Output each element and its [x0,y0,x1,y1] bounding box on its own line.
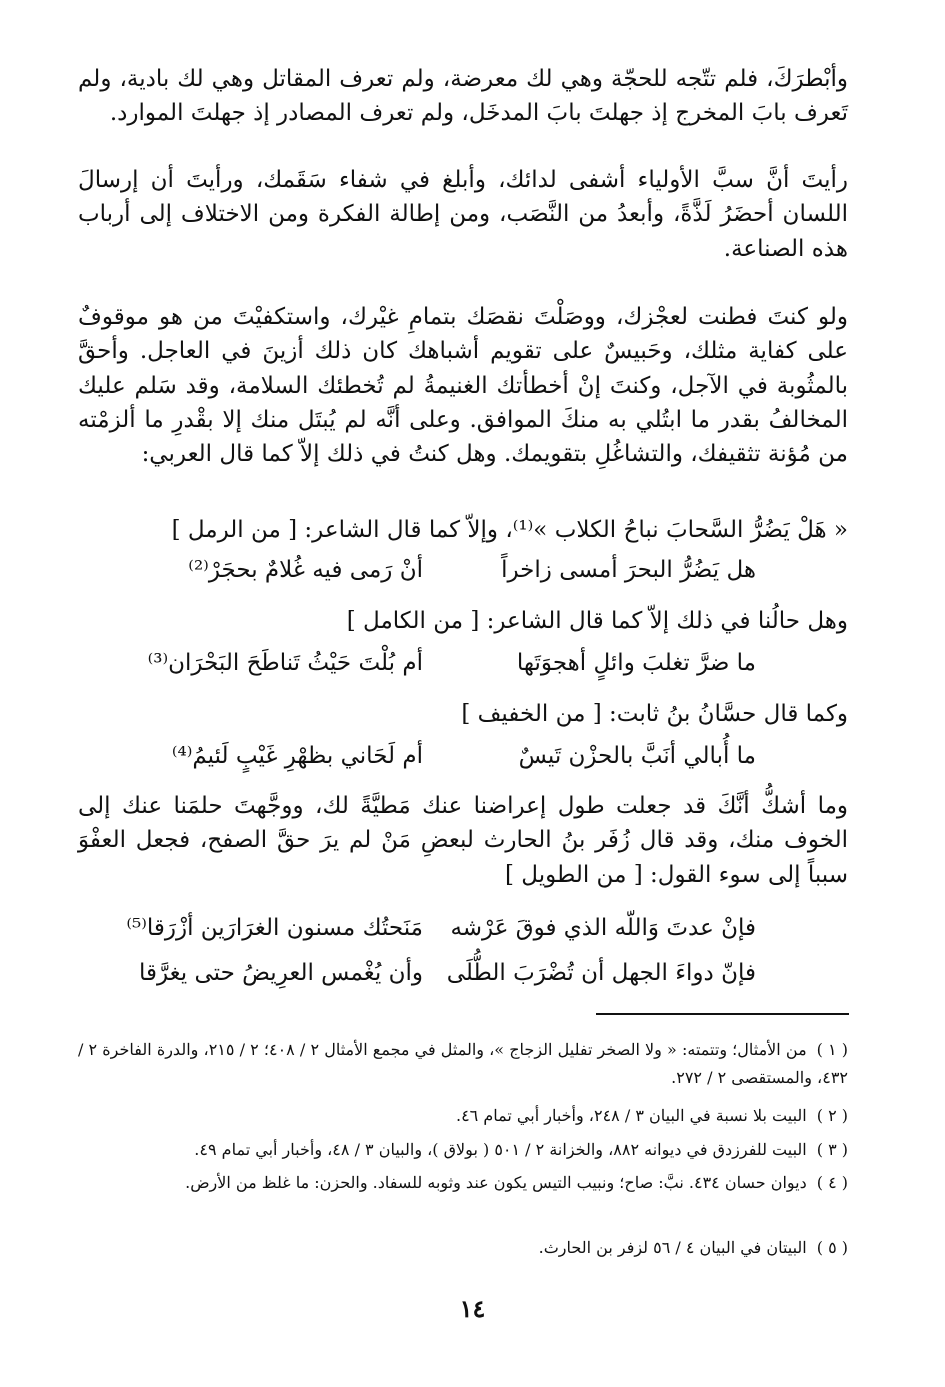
page-number: ١٤ [459,1294,486,1323]
footnote-2 [78,1102,848,1130]
verse-3-intro: وكما قال حسَّانُ بنُ ثابت: [ من الخفيف ] [461,701,848,727]
footnote-3-text: البيت للفرزدق في ديوانه ٨٨٢، والخزانة ٢ / ٥٠١ ( بولاق )، والبيان ٣ / ٤٨، وأخبار أبي تمام ٤٩. [194,1140,807,1159]
verse-2-first-hemistich: ما ضرَّ تغلبَ وائلٍ أهجوَتَها [516,650,756,676]
footnote-3 [78,1136,848,1164]
verse-2-intro: وهل حالُنا في ذلك إلاّ كما قال الشاعر: [ من الكامل ] [346,608,848,634]
footnote-4-text: ديوان حسان ٤٣٤. نبَّ: صاح؛ ونبيب التيس يكون عند وثوبه للسفاد. والحزن: ما غلظ من الأرض. [185,1173,807,1192]
verse-4 [78,910,848,946]
verse-2-second-hemistich: أم بُلْتَ حَيْثُ تَناطَحَ البَحْرَان⁽³⁾ [147,650,423,676]
footnote-3-number: ( ٣ ) [816,1140,848,1159]
paragraph-2: رأيتَ أنَّ سبَّ الأولياء أشفى لدائك، وأبلغ في شفاء سَقَمك، ورأيتَ أن إرسالَ اللسان أحضَرُ لَذَّةً، وأبعدُ من النَّصَب، ومن إطالة الفكرة ومن الاختلاف إلى أرباب هذه الصناعة. [78,167,848,262]
verse-5-first-hemistich: فإنّ دواءَ الجهل أن تُضْرَبَ الطُّلَى [446,960,756,986]
paragraph-3: ولو كنتَ فطنت لعجْزك، ووصَلْتَ نقصَك بتمامِ غيْرك، واستكفيْتَ من هو موقوفٌ على كفاية مثلك، وحَبيسٌ على تقويم أشباهك كان ذلك أزينَ في العاجل. وأحقَّ بالمثُوبة في الآجل، وكنتَ إنْ أخطأتك الغنيمةُ لم تُخطئك السلامة، وقد سَلم عليك المخالفُ بقدر ما ابتُلي به منكَ الموافق. وعلى أنَّه لم يُبتَل منك إلا بقْدرِ ما ألزمْته من مُؤنة تثقيفك، والتشاغُلِ بتقويمك. وهل كنتُ في ذلك إلاّ كما قال العربي: [78,304,848,468]
footnote-5 [78,1234,848,1262]
verse-1-second-hemistich: أنْ رَمى فيه غُلامٌ بحجَرْ⁽²⁾ [188,557,423,583]
verse-3-second-hemistich: أم لَحَاني بظهْرِ غَيْبٍ لَئيمُ⁽⁴⁾ [171,743,423,769]
footnote-separator [596,1013,849,1015]
verse-5 [78,955,848,991]
footnote-2-number: ( ٢ ) [816,1106,848,1125]
verse-3-first-hemistich: ما أُبالي أنَبَّ بالحزْن تَيسٌ [518,743,756,769]
footnote-1 [78,1036,848,1092]
footnote-4 [78,1169,848,1197]
footnote-4-number: ( ٤ ) [816,1173,848,1192]
footnote-1-text: من الأمثال؛ وتتمته: « ولا الصخر تفليل الزجاج »، والمثل في مجمع الأمثال ٢ / ٤٠٨؛ ٢ / ٢١٥، والدرة الفاخرة ٢ / ٤٣٢، والمستقصى ٢ / ٢٧٢. [78,1040,848,1087]
verse-2 [78,645,848,681]
verse-4-second-hemistich: مَنَحتُك مسنون الغرَارَين أزْرَقا⁽⁵⁾ [126,915,423,941]
verse-5-second-hemistich: وأن يُغْمس العرِيضُ حتى يغرَّقا [138,960,423,986]
verse-4-first-hemistich: فإنْ عدتَ وَاللّه الذي فوقَ عَرْشه [450,915,756,941]
footnote-1-number: ( ١ ) [816,1040,849,1059]
verse-1 [78,552,848,588]
verse-3 [78,738,848,774]
verse-1-first-hemistich: هل يَضُرُّ البحرَ أمسى زاخراً [501,557,756,583]
paragraph-4: وما أشكُّ أنَّكَ قد جعلت طول إعراضنا عنك مَطيَّةً لك، ووجَّهتَ حلمَنا عنك إلى الخوف منك، وقد قال زُفَر بنُ الحارث لبعضِ مَنْ لم يرَ حقَّ الصفح، فجعل العفْوَ سبباً إلى سوء القول: [ من الطويل ] [78,793,848,888]
footnote-5-number: ( ٥ ) [816,1238,848,1257]
footnote-5-text: البيتان في البيان ٤ / ٥٦ لزفر بن الحارث. [538,1238,807,1257]
proverb-line: « هَلْ يَضُرُّ السَّحابَ نباحُ الكلاب »⁽¹⁾، وإلاّ كما قال الشاعر: [ من الرمل ] [171,517,848,543]
paragraph-1: وأبْطرَكَ، فلم تتّجه للحجّة وهي لك معرضة، ولم تعرف المقاتل وهي لك بادية، ولم تَعرف بابَ المخرج إذ جهلتَ بابَ المدخَل، ولم تعرف المصادر إذ جهلتَ الموارد. [78,66,848,127]
footnote-2-text: البيت بلا نسبة في البيان ٣ / ٢٤٨، وأخبار أبي تمام ٤٦. [455,1106,807,1125]
